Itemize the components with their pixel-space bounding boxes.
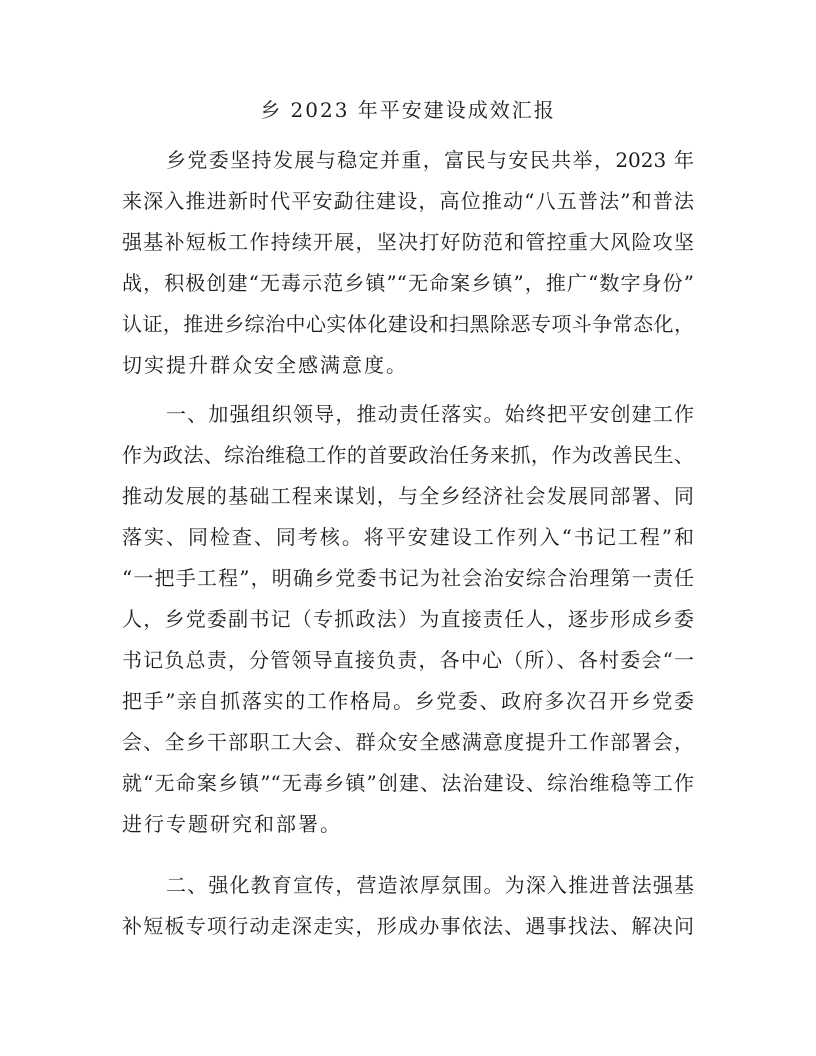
paragraph-line: 补短板专项行动走深走实，形成办事依法、遇事找法、解决问 <box>122 913 694 938</box>
document-title: 乡 2023 年平安建设成效汇报 <box>260 97 556 122</box>
paragraph-line: 来深入推进新时代平安勐往建设，高位推动“八五普法”和普法 <box>122 188 694 213</box>
paragraph-line: 推动发展的基础工程来谋划，与全乡经济社会发展同部署、同 <box>122 483 694 508</box>
paragraph-line: 把手”亲自抓落实的工作格局。乡党委、政府多次召开乡党委 <box>122 688 694 713</box>
paragraph-line: 乡党委坚持发展与稳定并重，富民与安民共举，2023 年 <box>166 147 694 172</box>
paragraph-line: 一、加强组织领导，推动责任落实。始终把平安创建工作 <box>166 401 694 426</box>
document-body <box>122 90 694 947</box>
paragraph-line: 作为政法、综治维稳工作的首要政治任务来抓，作为改善民生、 <box>122 442 694 467</box>
paragraph-line: 切实提升群众安全感满意度。 <box>122 352 408 377</box>
paragraph-line: 书记负总责，分管领导直接负责，各中心（所）、各村委会“一 <box>122 647 694 672</box>
paragraph-line: 进行专题研究和部署。 <box>122 811 342 836</box>
paragraph-line: 会、全乡干部职工大会、群众安全感满意度提升工作部署会， <box>122 729 694 754</box>
paragraph-line: 就“无命案乡镇”“无毒乡镇”创建、法治建设、综治维稳等工作 <box>122 770 694 795</box>
paragraph-line: 二、强化教育宣传，营造浓厚氛围。为深入推进普法强基 <box>166 872 694 897</box>
paragraph-line: 人，乡党委副书记（专抓政法）为直接责任人，逐步形成乡委 <box>122 606 694 631</box>
section-1-paragraph <box>122 394 694 845</box>
paragraph-line: 认证，推进乡综治中心实体化建设和扫黑除恶专项斗争常态化， <box>122 311 694 336</box>
paragraph-line: 强基补短板工作持续开展，坚决打好防范和管控重大风险攻坚 <box>122 229 694 254</box>
paragraph-line: 落实、同检查、同考核。将平安建设工作列入“书记工程”和 <box>122 524 694 549</box>
section-2-paragraph <box>122 865 694 947</box>
paragraph-line: 战，积极创建“无毒示范乡镇”“无命案乡镇”，推广“数字身份” <box>122 270 694 295</box>
paragraph-line: “一把手工程”，明确乡党委书记为社会治安综合治理第一责任 <box>122 565 694 590</box>
intro-paragraph <box>122 140 694 386</box>
